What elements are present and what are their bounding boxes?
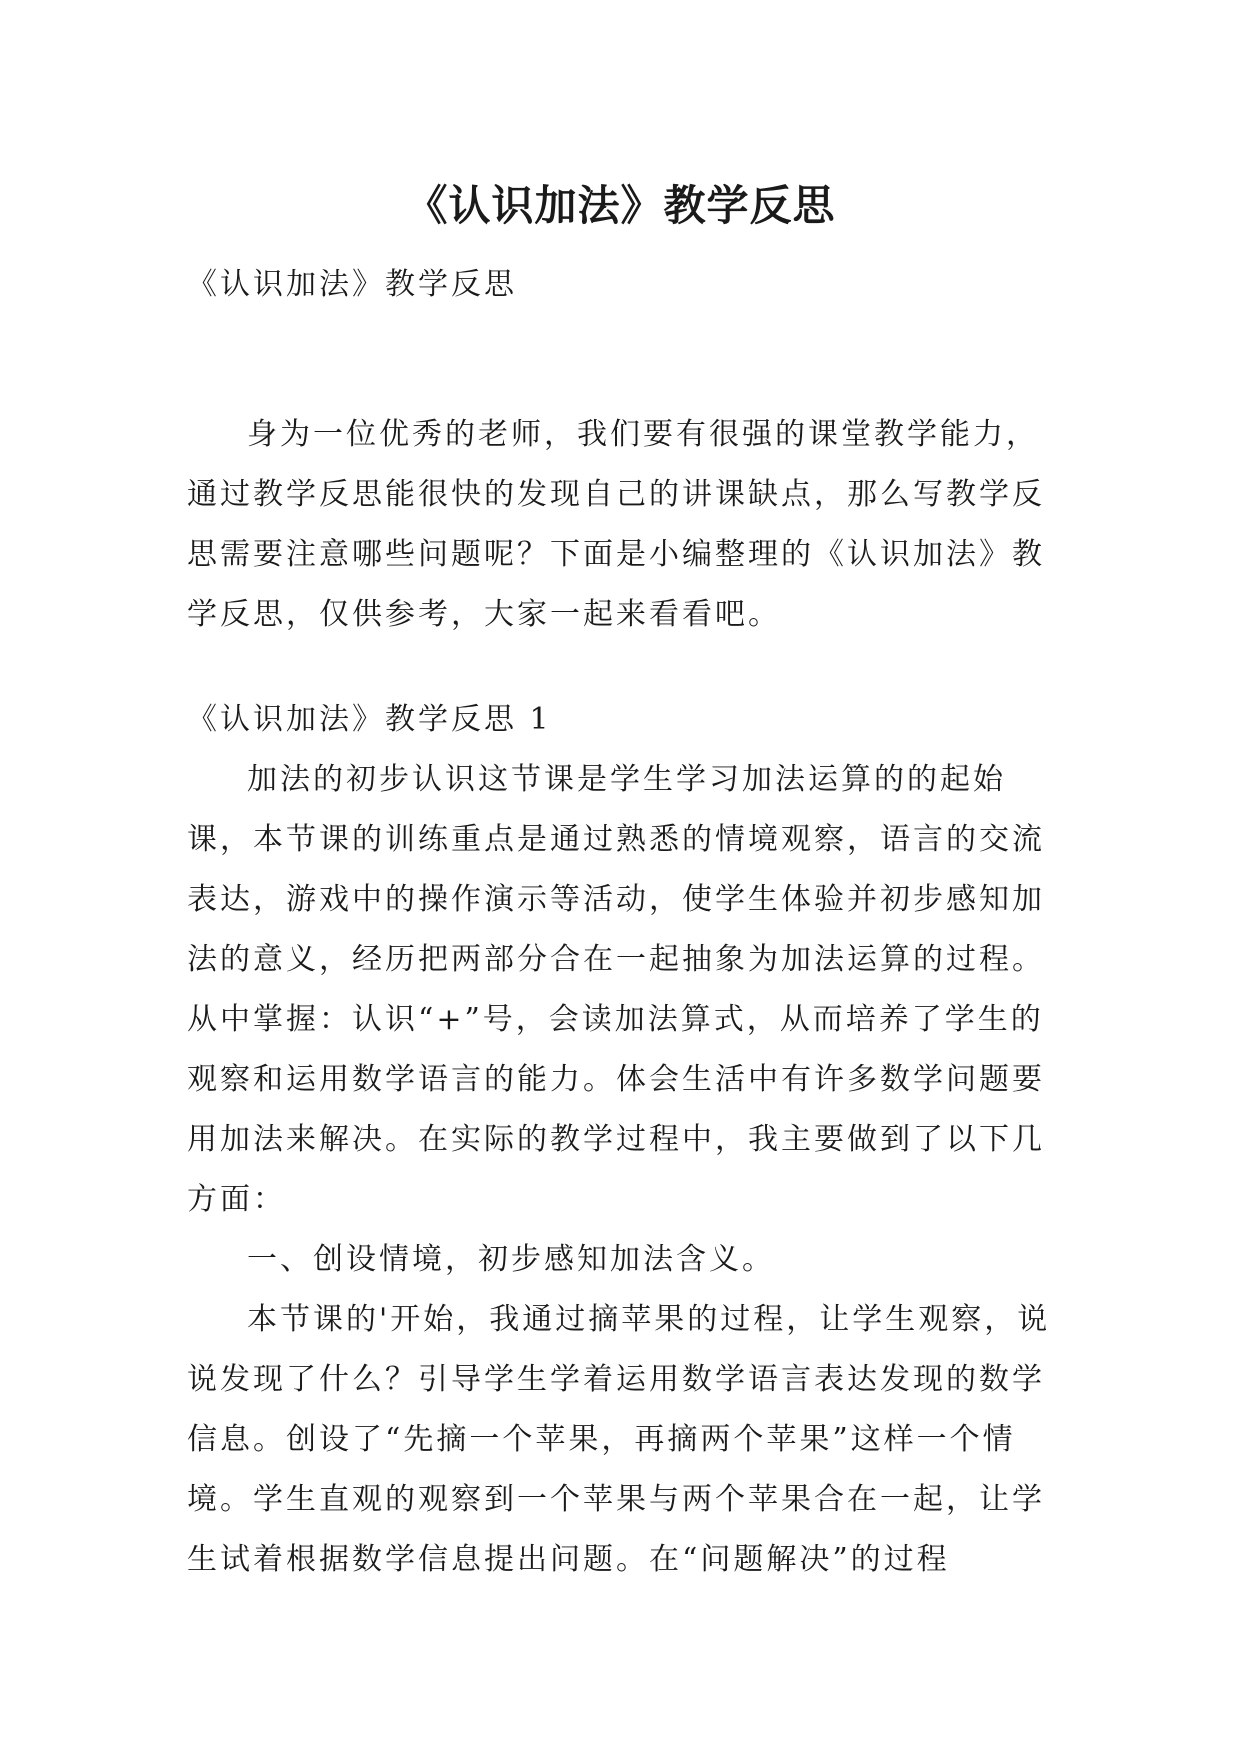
body-paragraph: 一、创设情境，初步感知加法含义。 [247, 1242, 775, 1277]
document-title: 《认识加法》教学反思 [405, 181, 836, 231]
section-body [187, 750, 1067, 1590]
intro-paragraph: 身为一位优秀的老师，我们要有很强的课堂教学能力，通过教学反思能很快的发现自己的讲课缺点，那么写教学反思需要注意哪些问题呢？下面是小编整理的《认识加法》教学反思，仅供参考，大家一起来看看吧。 [187, 417, 1045, 632]
document-subtitle: 《认识加法》教学反思 [187, 267, 517, 302]
section-heading: 《认识加法》教学反思 1 [187, 702, 552, 737]
body-paragraph: 本节课的'开始，我通过摘苹果的过程，让学生观察，说说发现了什么？引导学生学着运用数学语言表达发现的数学信息。创设了“先摘一个苹果，再摘两个苹果”这样一个情境。学生直观的观察到一个苹果与两个苹果合在一起，让学生试着根据数学信息提出问题。在“问题解决”的过程 [187, 1302, 1051, 1577]
body-paragraph: 加法的初步认识这节课是学生学习加法运算的的起始课，本节课的训练重点是通过熟悉的情境观察，语言的交流表达，游戏中的操作演示等活动，使学生体验并初步感知加法的意义，经历把两部分合在一起抽象为加法运算的过程。从中掌握：认识“+”号，会读加法算式，从而培养了学生的观察和运用数学语言的能力。体会生活中有许多数学问题要用加法来解决。在实际的教学过程中，我主要做到了以下几方面： [187, 762, 1045, 1217]
